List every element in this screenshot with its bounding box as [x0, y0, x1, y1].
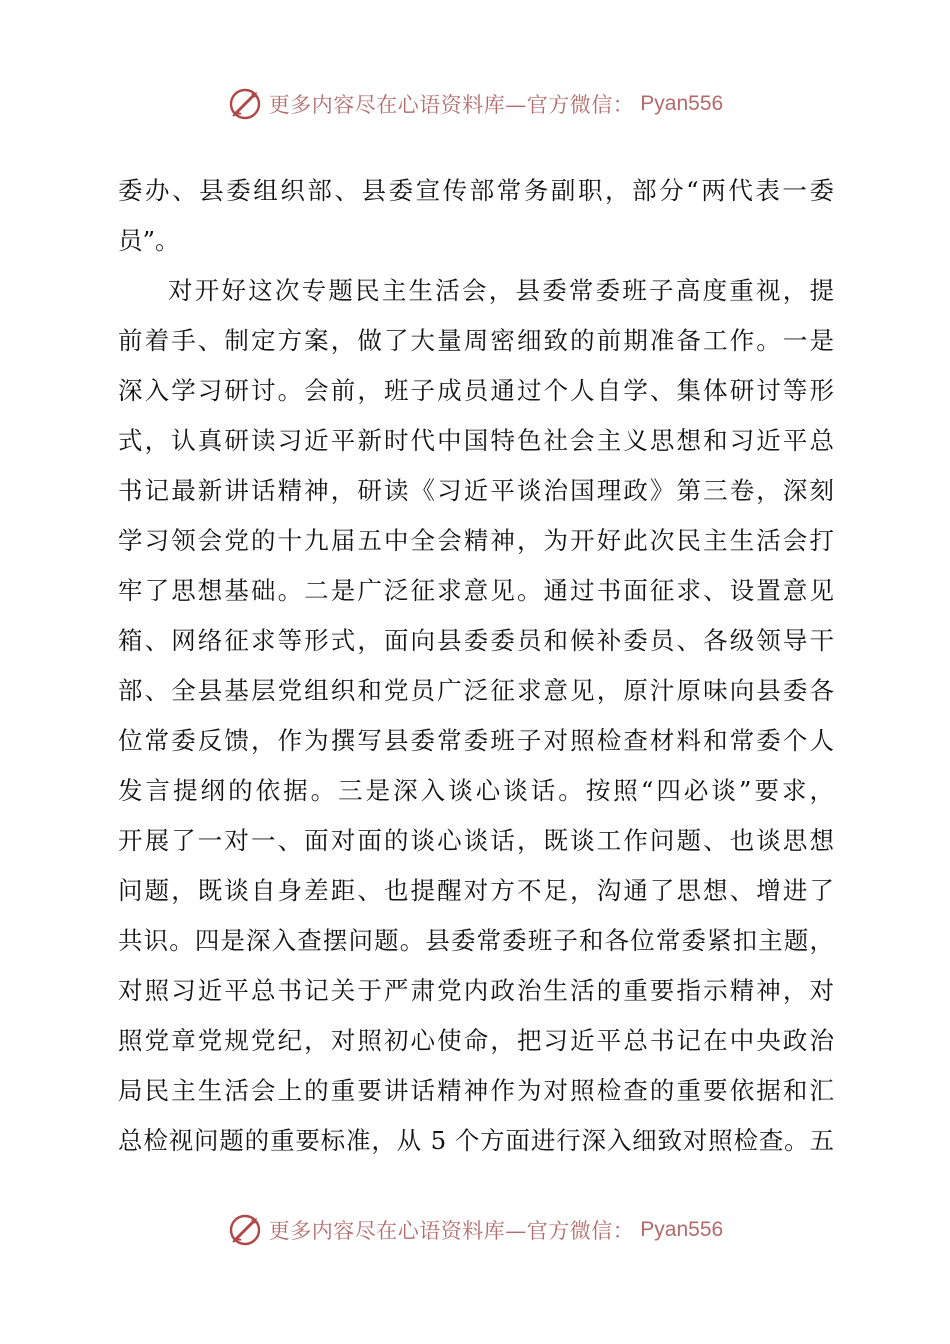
text-line: 部、全县基层党组织和党员广泛征求意见，原汁原味向县委各	[118, 676, 834, 705]
text-line: 问题，既谈自身差距、也提醒对方不足，沟通了思想、增进了	[118, 876, 834, 905]
text-line: 开展了一对一、面对面的谈心谈话，既谈工作问题、也谈思想	[118, 826, 834, 855]
watermark-text: 更多内容尽在心语资料库—官方微信：	[268, 93, 635, 117]
document-body	[118, 166, 834, 1166]
text-line: 式，认真研读习近平新时代中国特色社会主义思想和习近平总	[118, 426, 834, 455]
pen-logo-icon	[227, 1212, 263, 1248]
header-watermark	[0, 84, 950, 124]
text-line: 共识。四是深入查摆问题。县委常委班子和各位常委紧扣主题，	[118, 926, 834, 955]
text-line: 深入学习研讨。会前，班子成员通过个人自学、集体研讨等形	[118, 376, 834, 405]
text-line: 位常委反馈，作为撰写县委常委班子对照检查材料和常委个人	[118, 726, 834, 755]
text-line: 箱、网络征求等形式，面向县委委员和候补委员、各级领导干	[118, 626, 834, 655]
footer-watermark	[0, 1210, 950, 1250]
text-line: 对照习近平总书记关于严肃党内政治生活的重要指示精神，对	[118, 976, 834, 1005]
text-line: 书记最新讲话精神，研读《习近平谈治国理政》第三卷，深刻	[118, 476, 834, 505]
watermark-wechat-id: Pyan556	[640, 1218, 724, 1241]
text-line: 员”。	[118, 226, 180, 255]
text-line: 发言提纲的依据。三是深入谈心谈话。按照“四必谈”要求，	[118, 776, 834, 805]
paragraph-start-line: 对开好这次专题民主生活会，县委常委班子高度重视，提	[168, 276, 834, 305]
pen-logo-icon	[227, 86, 263, 122]
text-line: 学习领会党的十九届五中全会精神，为开好此次民主生活会打	[118, 526, 834, 555]
text-line: 局民主生活会上的重要讲话精神作为对照检查的重要依据和汇	[118, 1076, 834, 1105]
watermark-text: 更多内容尽在心语资料库—官方微信：	[268, 1219, 635, 1243]
text-line: 前着手、制定方案，做了大量周密细致的前期准备工作。一是	[118, 326, 834, 355]
text-line: 委办、县委组织部、县委宣传部常务副职，部分“两代表一委	[118, 176, 834, 205]
text-line: 总检视问题的重要标准，从 5 个方面进行深入细致对照检查。五	[118, 1126, 834, 1155]
text-line: 照党章党规党纪，对照初心使命，把习近平总书记在中央政治	[118, 1026, 834, 1055]
text-line: 牢了思想基础。二是广泛征求意见。通过书面征求、设置意见	[118, 576, 834, 605]
watermark-wechat-id: Pyan556	[640, 92, 724, 115]
